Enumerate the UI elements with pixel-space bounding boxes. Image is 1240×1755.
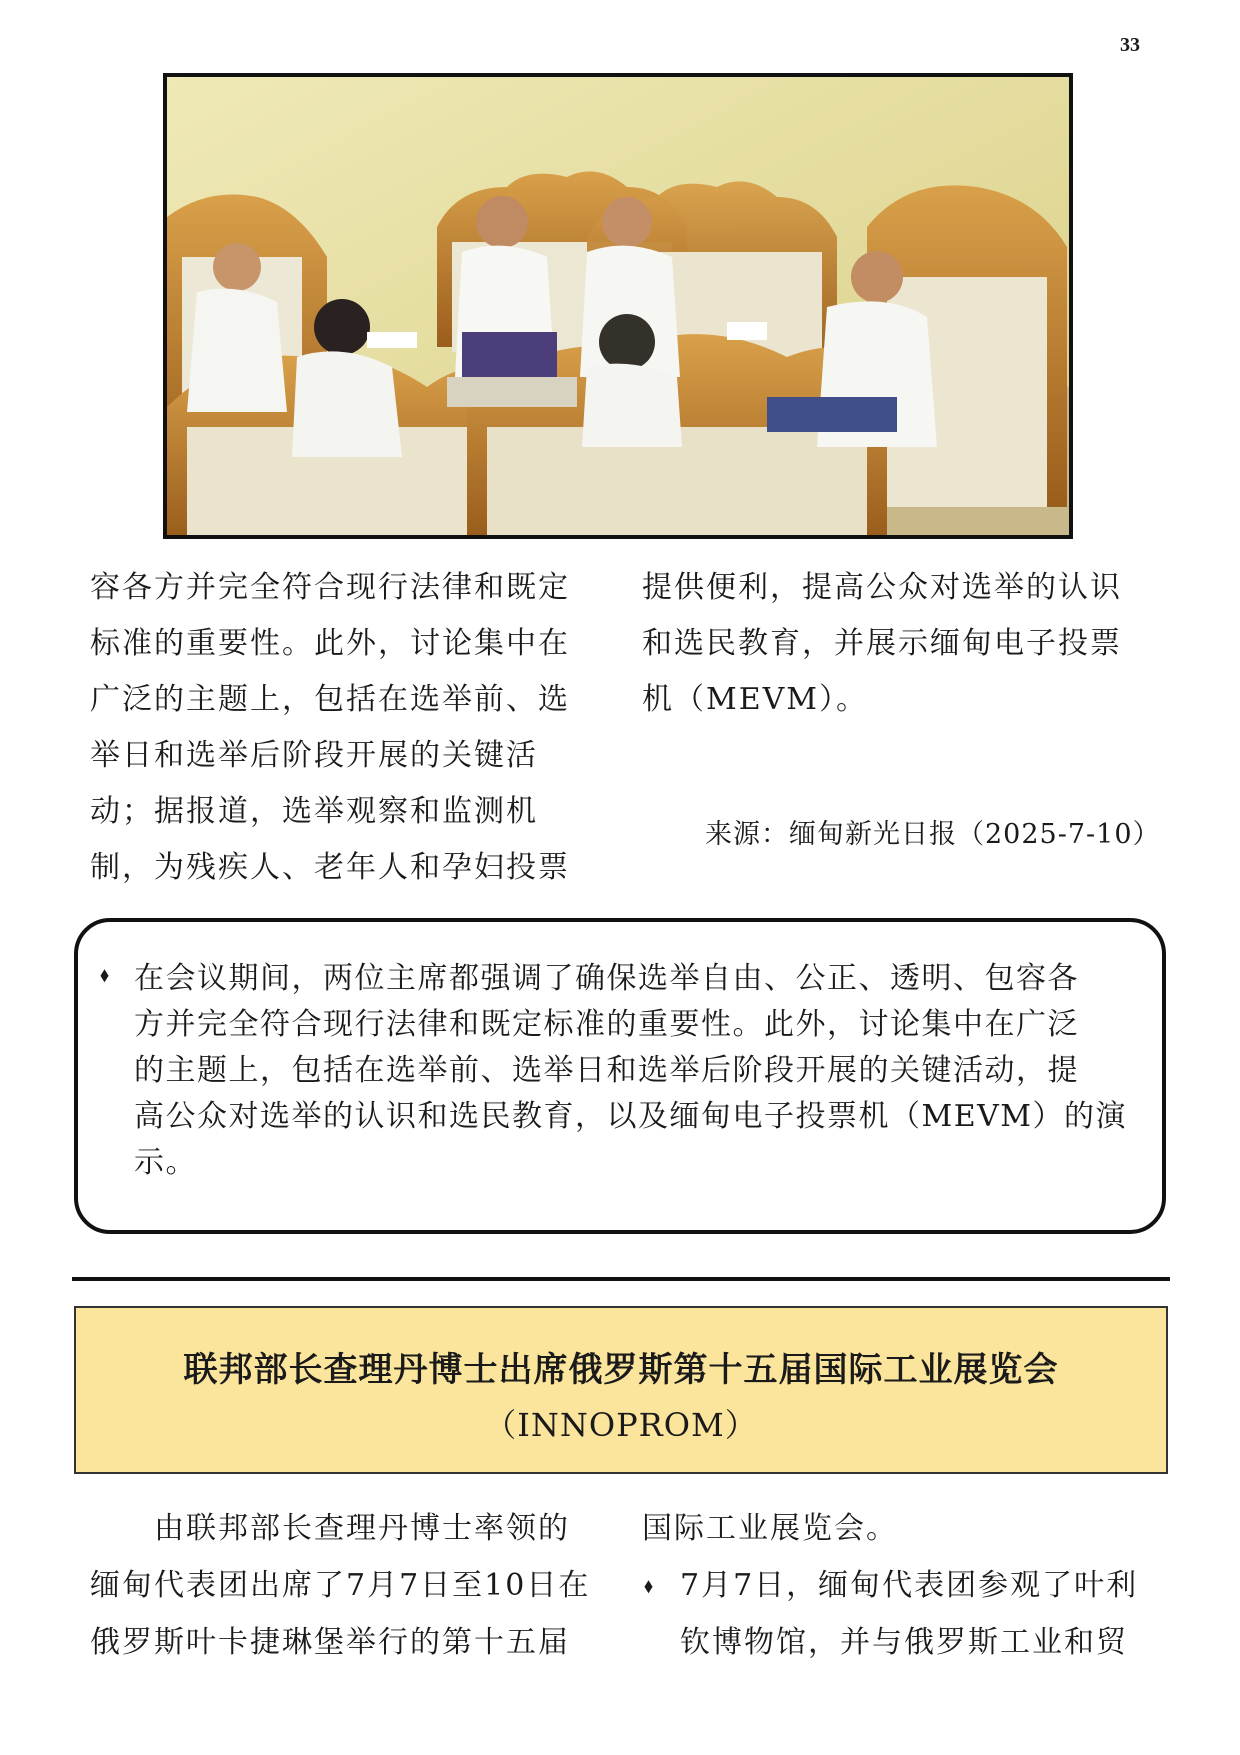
text-line: 俄罗斯叶卡捷琳堡举行的第十五届	[90, 1625, 570, 1660]
section-divider	[72, 1277, 1170, 1281]
article1-left-column	[90, 560, 610, 896]
text-line: 标准的重要性。此外，讨论集中在	[90, 626, 570, 661]
meeting-photo	[163, 73, 1073, 539]
text-line: 广泛的主题上，包括在选举前、选	[90, 682, 570, 717]
text-line: 提供便利，提高公众对选举的认识	[642, 570, 1122, 605]
meeting-photo-icon	[167, 77, 1069, 535]
text-line: 机（MEVM）。	[642, 682, 868, 717]
text-line: 的主题上，包括在选举前、选举日和选举后阶段开展的关键活动，提	[134, 1053, 1079, 1088]
text-line: 方并完全符合现行法律和既定标准的重要性。此外，讨论集中在广泛	[134, 1007, 1079, 1042]
text-line: 由联邦部长查理丹博士率领的	[90, 1511, 570, 1546]
text-line: 在会议期间，两位主席都强调了确保选举自由、公正、透明、包容各	[134, 961, 1079, 996]
article2-right-column	[642, 1500, 1162, 1671]
text-line: 制，为残疾人、老年人和孕妇投票	[90, 850, 570, 885]
source-credit: 来源：缅甸新光日报（2025-7-10）	[705, 819, 1161, 850]
article2-title: 联邦部长查理丹博士出席俄罗斯第十五届国际工业展览会	[183, 1350, 1059, 1390]
text-line: 钦博物馆，并与俄罗斯工业和贸	[680, 1625, 1128, 1660]
text-line: 缅甸代表团出席了7月7日至10日在	[90, 1568, 591, 1603]
article1-right-column	[642, 560, 1162, 728]
page-number: 33	[1120, 34, 1140, 56]
article2-headline-box	[74, 1306, 1168, 1474]
bullet-icon: ⬧	[644, 1573, 655, 1597]
bullet-icon: ⬧	[100, 962, 109, 986]
text-line: 和选民教育，并展示缅甸电子投票	[642, 626, 1122, 661]
text-line: 国际工业展览会。	[642, 1511, 898, 1546]
summary-text	[134, 956, 1144, 1186]
text-line: 高公众对选举的认识和选民教育，以及缅甸电子投票机（MEVM）的演	[134, 1099, 1127, 1134]
article2-left-column	[90, 1500, 610, 1671]
text-line: 动；据报道，选举观察和监测机	[90, 794, 538, 829]
article2-subtitle: （INNOPROM）	[484, 1406, 758, 1444]
text-line: 举日和选举后阶段开展的关键活	[90, 738, 538, 773]
bullet-item	[642, 1557, 1162, 1671]
summary-box	[74, 918, 1166, 1234]
text-line: 7月7日，缅甸代表团参观了叶利	[680, 1568, 1139, 1603]
text-line: 容各方并完全符合现行法律和既定	[90, 570, 570, 605]
text-line: 示。	[134, 1145, 197, 1180]
